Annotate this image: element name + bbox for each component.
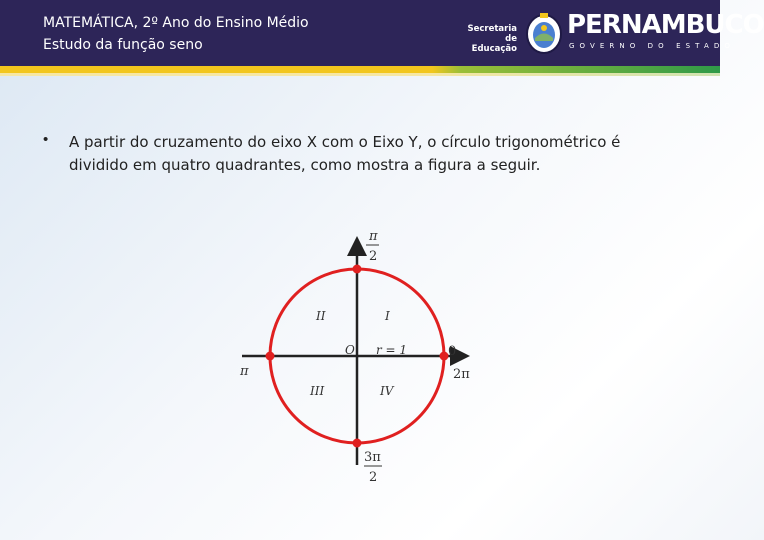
lesson-title: Estudo da função seno: [43, 37, 203, 53]
label-top-num: π: [369, 229, 378, 244]
label-pi: π: [240, 364, 249, 379]
state-logo-subtitle: GOVERNO DO ESTADO: [569, 42, 735, 50]
point-pi: [266, 352, 275, 361]
label-origin: O: [345, 343, 355, 357]
label-quadrant-1: I: [385, 309, 390, 323]
course-title: MATEMÁTICA, 2º Ano do Ensino Médio: [43, 15, 309, 31]
label-bottom-num: 3π: [364, 450, 381, 465]
label-zero: 0: [448, 344, 457, 359]
label-2pi: 2π: [453, 367, 470, 382]
label-quadrant-3: III: [310, 384, 325, 398]
label-top-den: 2: [369, 249, 378, 264]
state-seal-icon: [524, 11, 564, 55]
label-bottom-den: 2: [369, 470, 378, 485]
label-quadrant-4: IV: [380, 384, 394, 398]
point-pi-over-2: [353, 265, 362, 274]
state-logo-text: PERNAMBUCO: [567, 10, 764, 40]
bullet-marker: •: [43, 131, 49, 148]
label-quadrant-2: II: [316, 309, 326, 323]
bullet-text: A partir do cruzamento do eixo X com o Eixo Y, o círculo trigonométrico é dividido em quatro quadrantes, como mostra a figura a seguir.: [69, 133, 621, 174]
header-light-stripe: [0, 73, 720, 76]
secretaria-logo: Secretaria de Educação: [467, 24, 517, 54]
header-color-stripe: [0, 66, 720, 73]
trig-circle-diagram: [230, 225, 490, 487]
label-radius: r = 1: [376, 343, 408, 357]
point-3pi-over-2: [353, 439, 362, 448]
